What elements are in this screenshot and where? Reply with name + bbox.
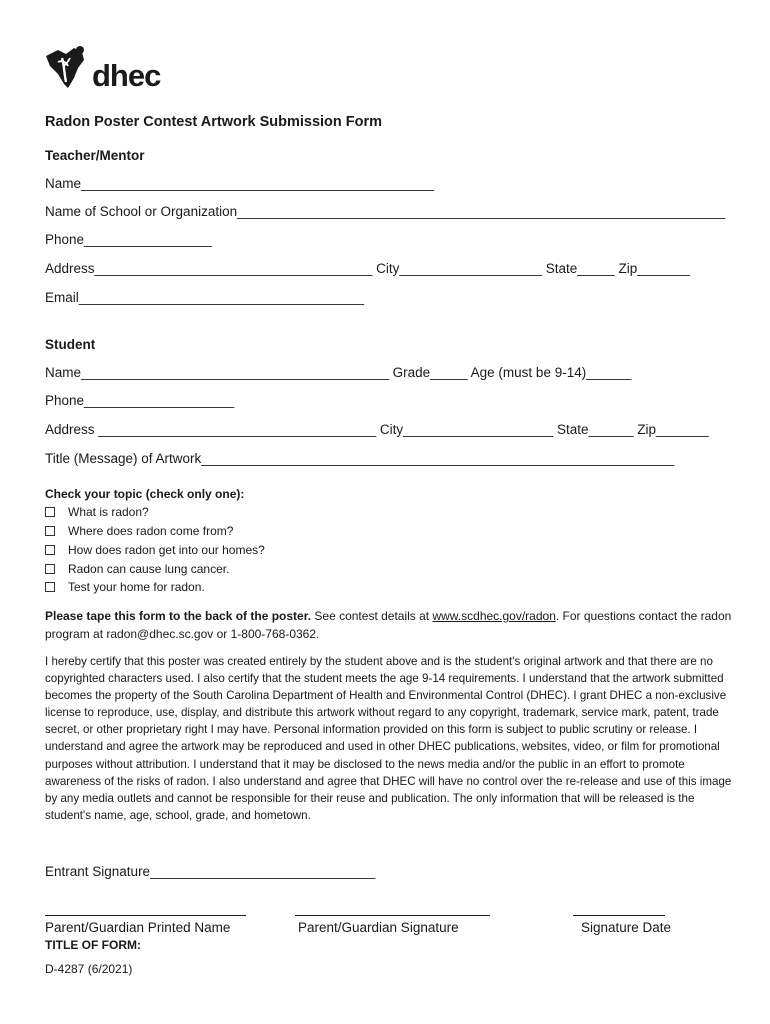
instructions-note: Please tape this form to the back of the poster. See contest details at www.scdhec.gov/radon. For questions contact the radon program at radon@dhec.sc.gov or 1-800-768-0362. xyxy=(45,609,732,641)
title-of-form-label: TITLE OF FORM: xyxy=(45,938,141,952)
checkbox[interactable] xyxy=(45,526,55,536)
checkbox[interactable] xyxy=(45,507,55,517)
topic-option[interactable]: Radon can cause lung cancer. xyxy=(45,562,229,576)
certification-text: I hereby certify that this poster was created entirely by the student above and is the student's original artwork and that there are no copyrighted characters used. I also certify that the student meets the age 9-14 requirements. I understand that the artwork submitted becomes the property of the South Carolina Department of Health and Environmental Control (DHEC). I grant DHEC a non-exclusive license to reproduce, use, display, and distribute this artwork without regard to any copyright, trademark, service mark, patent, trade secret, or other proprietary right I may have. Personal information provided on this form is subject to public scrutiny or release. I understand and agree the artwork may be reproduced and used in other DHEC publications, websites, video, or film for promotional purposes without attribution. I understand that it may be disclosed to the news media and/or the public in an effort to promote awareness of the risks of radon. I also understand and agree that DHEC will have no control over the re-release and use of this image by any media outlets and cannot be responsible for their reuse and publication. The only information that will be released is the student's name, age, school, grade, and hometown. xyxy=(45,655,732,822)
student-name-field[interactable]: Name_________________________________________ Grade_____ Age (must be 9-14)______ xyxy=(45,365,632,380)
student-heading: Student xyxy=(45,337,96,352)
entrant-signature-field[interactable]: Entrant Signature______________________________ xyxy=(45,864,376,879)
teacher-name-field[interactable]: Name_______________________________________________ xyxy=(45,176,434,191)
topic-heading: Check your topic (check only one): xyxy=(45,487,245,501)
teacher-school-field[interactable]: Name of School or Organization_________________________________________________________________ xyxy=(45,204,726,219)
teacher-heading: Teacher/Mentor xyxy=(45,148,145,163)
topic-option[interactable]: What is radon? xyxy=(45,505,149,519)
form-title: Radon Poster Contest Artwork Submission Form xyxy=(45,114,383,130)
signature-date-line[interactable] xyxy=(573,915,665,916)
topic-option[interactable]: Test your home for radon. xyxy=(45,580,205,594)
logo-text: dhec xyxy=(92,58,161,93)
teacher-address-field[interactable]: Address_____________________________________ City___________________ State_____ Zip_______ xyxy=(45,261,690,276)
student-address-field[interactable]: Address _____________________________________ City____________________ State______ Zip_______ xyxy=(45,422,709,437)
palmetto-state-icon xyxy=(44,44,96,94)
signature-date-label: Signature Date xyxy=(581,920,672,935)
radon-link[interactable]: www.scdhec.gov/radon xyxy=(432,609,556,623)
checkbox[interactable] xyxy=(45,564,55,574)
dhec-logo xyxy=(44,44,174,94)
checkbox[interactable] xyxy=(45,582,55,592)
topic-option[interactable]: How does radon get into our homes? xyxy=(45,543,265,557)
teacher-phone-field[interactable]: Phone_________________ xyxy=(45,232,212,247)
parent-name-line[interactable] xyxy=(45,915,246,916)
student-phone-field[interactable]: Phone____________________ xyxy=(45,393,235,408)
artwork-title-field[interactable]: Title (Message) of Artwork_______________________________________________________________ xyxy=(45,451,675,466)
parent-signature-label: Parent/Guardian Signature xyxy=(298,920,459,935)
form-code: D-4287 (6/2021) xyxy=(45,962,133,976)
parent-name-label: Parent/Guardian Printed Name xyxy=(45,920,231,935)
checkbox[interactable] xyxy=(45,545,55,555)
teacher-email-field[interactable]: Email______________________________________ xyxy=(45,290,365,305)
parent-signature-line[interactable] xyxy=(295,915,490,916)
topic-option[interactable]: Where does radon come from? xyxy=(45,524,233,538)
